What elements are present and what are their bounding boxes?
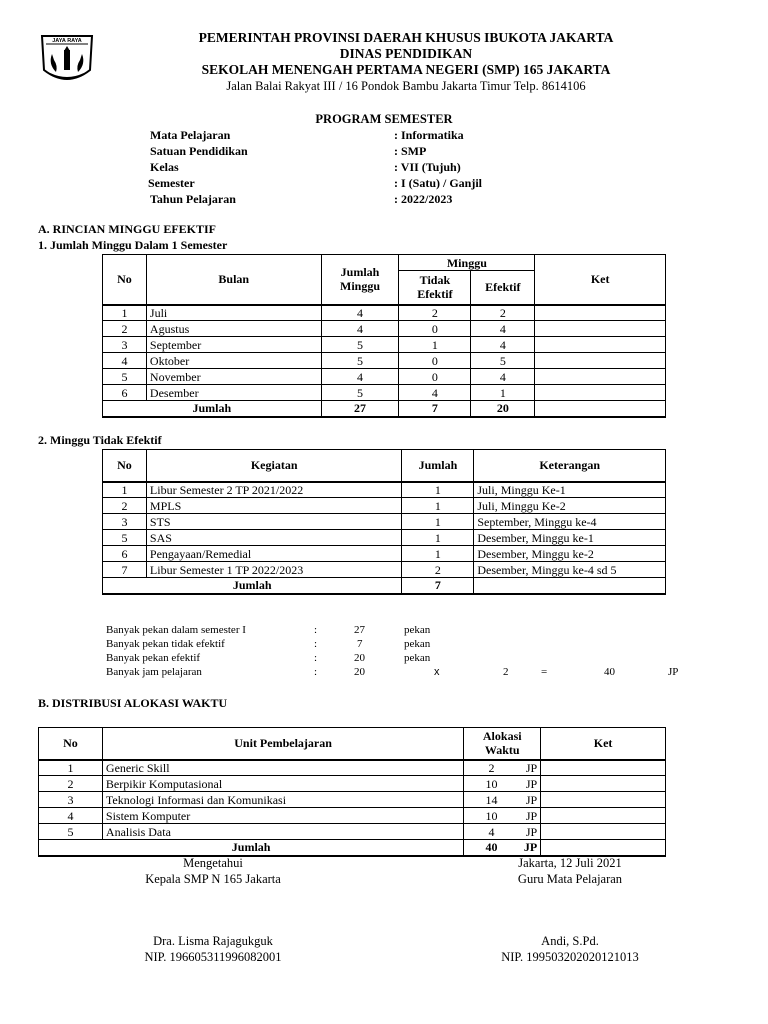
col-minggu: Minggu: [399, 255, 535, 271]
summary-unit: pekan: [404, 624, 431, 636]
sign-left-line1: Mengetahui: [183, 856, 243, 870]
summary-unit: pekan: [404, 652, 431, 664]
col-ket: Ket: [535, 255, 666, 305]
col-alokasi: Alokasi Waktu: [464, 728, 541, 760]
summary-value: 20: [354, 666, 365, 678]
summary-label: Banyak pekan tidak efektif: [106, 638, 225, 650]
sign-right-name: Andi, S.Pd.: [541, 934, 599, 948]
sign-right-line1: Jakarta, 12 Juli 2021: [518, 856, 622, 870]
kop-line-1: PEMERINTAH PROVINSI DAERAH KHUSUS IBUKOTA JAKARTA: [198, 30, 614, 45]
info-value: : SMP: [394, 144, 427, 158]
table-row: 5 Analisis Data 4 JP: [39, 824, 666, 840]
alokasi-waktu-table: [38, 727, 666, 857]
table-row: 3 STS 1 September, Minggu ke-4: [103, 514, 666, 530]
table-row: 1 Generic Skill 2 JP: [39, 760, 666, 776]
table-row: 4 Sistem Komputer 10 JP: [39, 808, 666, 824]
info-label: Kelas: [150, 160, 179, 174]
col-bulan: Bulan: [146, 255, 321, 305]
table-row: 5 SAS 1 Desember, Minggu ke-1: [103, 530, 666, 546]
jaya-raya-logo: [38, 30, 96, 88]
sign-left-line2: Kepala SMP N 165 Jakarta: [145, 872, 281, 886]
col-keterangan: Keterangan: [474, 450, 666, 482]
col-jumlah: Jumlah: [402, 450, 474, 482]
info-label: Satuan Pendidikan: [150, 144, 248, 158]
section-b-title: B. DISTRIBUSI ALOKASI WAKTU: [38, 696, 228, 710]
summary-value: 27: [354, 624, 365, 636]
summary-colon: :: [314, 652, 318, 664]
multiply-sign: x: [434, 666, 440, 678]
table-row: 1 Libur Semester 2 TP 2021/2022 1 Juli, Minggu Ke-1: [103, 482, 666, 498]
info-label: Mata Pelajaran: [150, 128, 231, 142]
equals-sign: =: [541, 666, 548, 678]
col-efektif: Efektif: [471, 271, 535, 305]
document-title: PROGRAM SEMESTER: [315, 112, 453, 126]
col-no: No: [103, 450, 147, 482]
col-no: No: [39, 728, 103, 760]
summary-value: 20: [354, 652, 365, 664]
table-row: 2 MPLS 1 Juli, Minggu Ke-2: [103, 498, 666, 514]
info-label: Semester: [148, 176, 195, 190]
summary-result-unit: JP: [668, 666, 679, 678]
table-row: 6 Desember 5 4 1: [103, 385, 666, 401]
table-row: 2 Berpikir Komputasional 10 JP: [39, 776, 666, 792]
section-a-title: A. RINCIAN MINGGU EFEKTIF: [38, 222, 217, 236]
sign-left-nip: NIP. 196605311996082001: [144, 950, 282, 964]
section-a-sub1: 1. Jumlah Minggu Dalam 1 Semester: [38, 238, 228, 252]
total-row: Jumlah 27 7 20: [103, 401, 666, 417]
sign-right-line2: Guru Mata Pelajaran: [517, 872, 623, 886]
letterhead: [36, 28, 736, 98]
info-value: : VII (Tujuh): [394, 160, 461, 174]
kop-line-3: SEKOLAH MENENGAH PERTAMA NEGERI (SMP) 165 JAKARTA: [201, 62, 611, 77]
sign-right-nip: NIP. 199503202020121013: [501, 950, 639, 964]
col-ket: Ket: [541, 728, 666, 760]
col-kegiatan: Kegiatan: [146, 450, 402, 482]
summary-colon: :: [314, 624, 318, 636]
summary-label: Banyak pekan efektif: [106, 652, 201, 664]
table-row: 3 Teknologi Informasi dan Komunikasi 14 JP: [39, 792, 666, 808]
total-row: Jumlah 40 JP: [39, 840, 666, 856]
kop-line-4: Jalan Balai Rakyat III / 16 Pondok Bambu Jakarta Timur Telp. 8614106: [226, 79, 586, 93]
minggu-efektif-table: [102, 254, 666, 418]
col-no: No: [103, 255, 147, 305]
table-row: 6 Pengayaan/Remedial 1 Desember, Minggu ke-2: [103, 546, 666, 562]
col-jumlah-minggu: Jumlah Minggu: [321, 255, 399, 305]
summary-unit: pekan: [404, 638, 431, 650]
table-row: 7 Libur Semester 1 TP 2022/2023 2 Desember, Minggu ke-4 sd 5: [103, 562, 666, 578]
logo-text: JAYA RAYA: [52, 38, 82, 44]
sign-left-name: Dra. Lisma Rajagukguk: [153, 934, 273, 948]
info-value: : Informatika: [394, 128, 464, 142]
info-label: Tahun Pelajaran: [150, 192, 236, 206]
summary-result: 40: [604, 666, 615, 678]
info-value: : 2022/2023: [394, 192, 453, 206]
minggu-tidak-efektif-table: [102, 449, 666, 595]
summary-value: 7: [357, 638, 363, 650]
table-row: 4 Oktober 5 0 5: [103, 353, 666, 369]
summary-colon: :: [314, 638, 318, 650]
col-unit: Unit Pembelajaran: [102, 728, 463, 760]
info-value: : I (Satu) / Ganjil: [394, 176, 483, 190]
total-row: Jumlah 7: [103, 578, 666, 594]
table-row: 1 Juli 4 2 2: [103, 305, 666, 321]
summary-label: Banyak pekan dalam semester I: [106, 624, 246, 636]
section-a-sub2: 2. Minggu Tidak Efektif: [38, 433, 162, 447]
kop-line-2: DINAS PENDIDIKAN: [339, 46, 473, 61]
col-tidak-efektif: Tidak Efektif: [399, 271, 471, 305]
table-row: 3 September 5 1 4: [103, 337, 666, 353]
summary-label: Banyak jam pelajaran: [106, 666, 202, 678]
table-row: 5 November 4 0 4: [103, 369, 666, 385]
summary-colon: :: [314, 666, 318, 678]
table-row: 2 Agustus 4 0 4: [103, 321, 666, 337]
summary-multiplier: 2: [503, 666, 509, 678]
